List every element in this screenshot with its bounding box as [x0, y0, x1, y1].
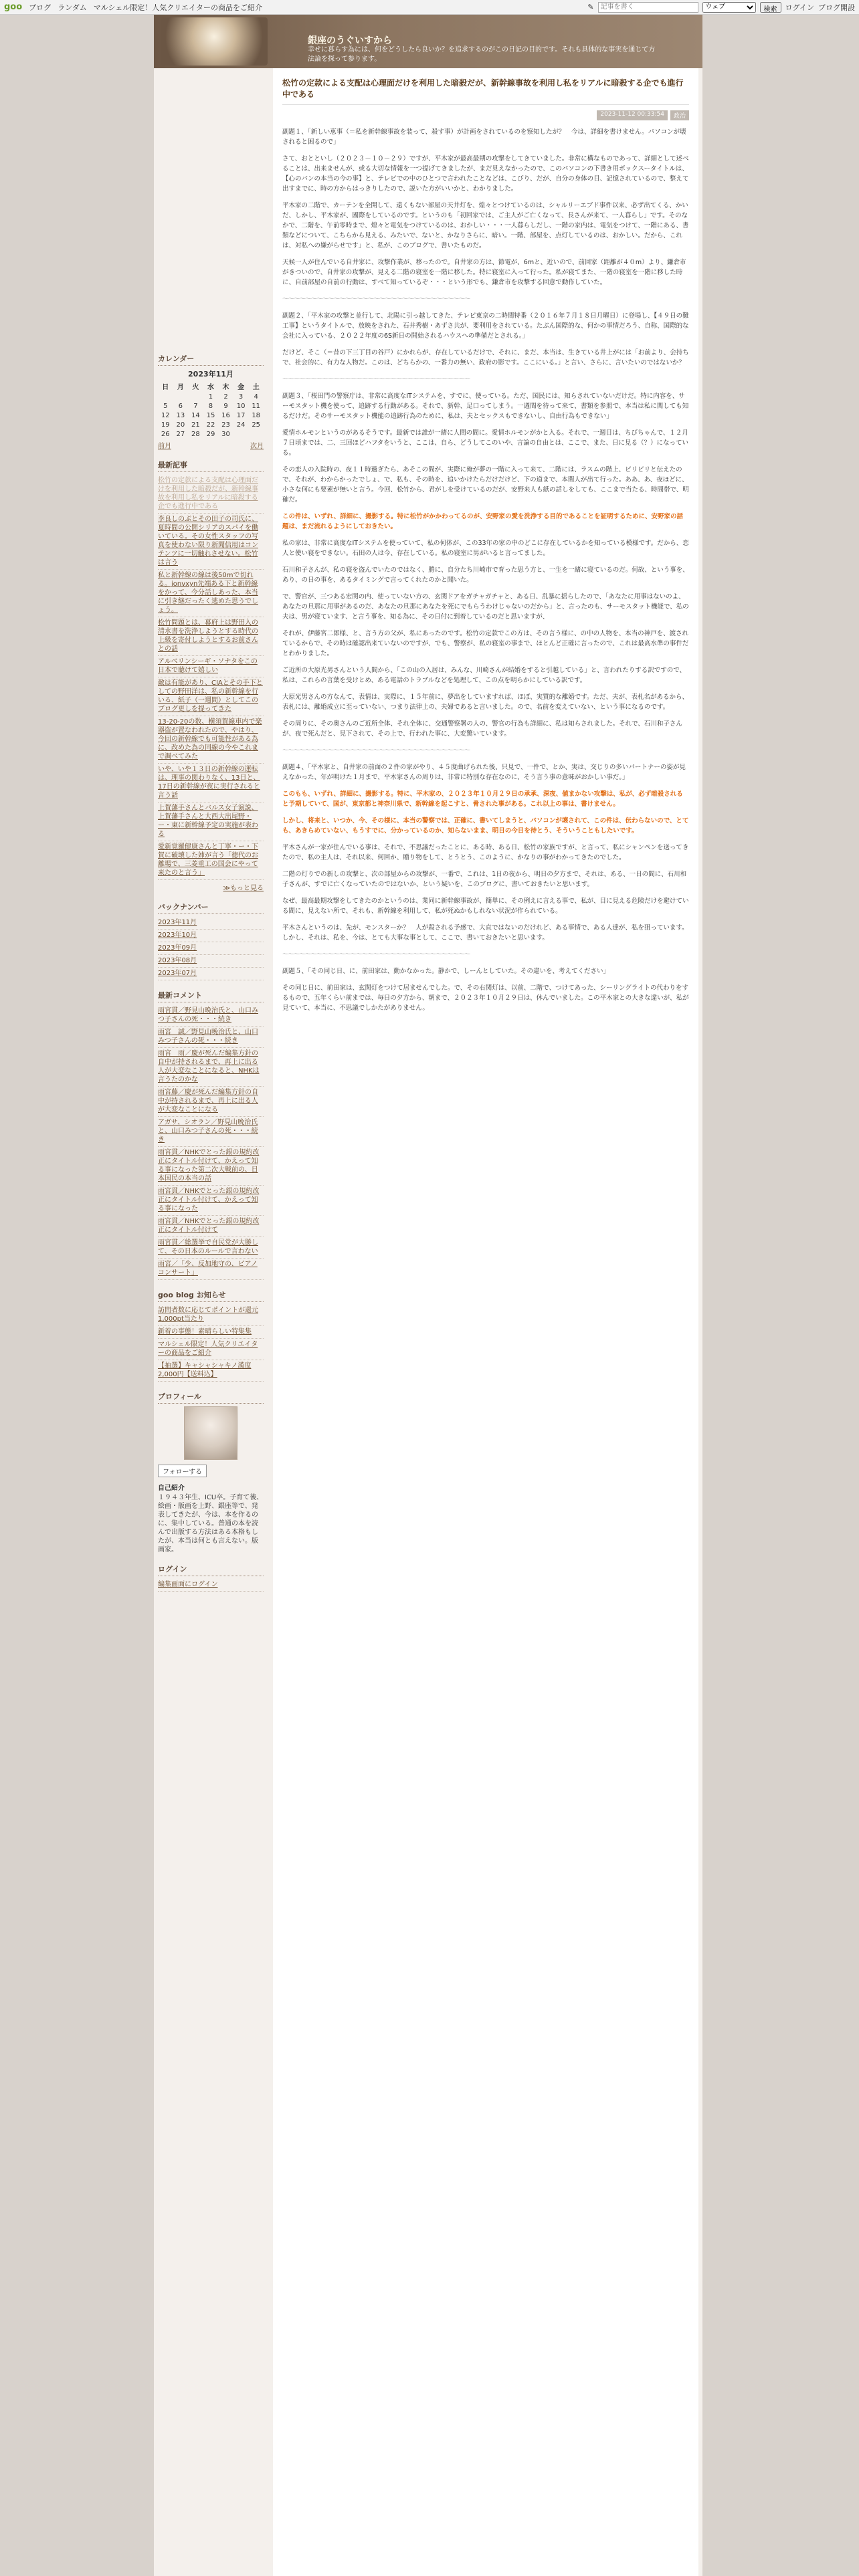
- calendar-day[interactable]: 22: [206, 421, 215, 429]
- list-item: [158, 1117, 264, 1147]
- calendar-day[interactable]: 25: [252, 421, 261, 429]
- entry-date: 2023-11-12 00:33:54: [597, 110, 668, 120]
- goo-news-title: goo blog お知らせ: [158, 1289, 264, 1302]
- backnumber-link[interactable]: 2023年09月: [158, 944, 197, 952]
- calendar-weekday: 土: [252, 384, 260, 391]
- list-item: [158, 841, 264, 880]
- entry-paragraph: 私の家は、非常に高度なITシステムを使っていて、私の何体が、この33年の家の中のどこに存在しているかを知っている模様です。だから、恋人と使い寝をできない。石田の人は今、存在している。私の寝室に男がいると言ってました。: [282, 540, 689, 557]
- entry-paragraph: 平木家の二階で、カーテンを全開して、遠くもない部屋の天井灯を、煌々とつけているのは、シャルリーエブド事件以来、必ず出てくる、かいだ、しかし、平木家が、國際をしているのです。というのも「初回家では、ご主人がご亡くなって、長さんが来て、一人暮らし」です。そのなかで、二階を、午前零時まで、煌々と電気をつけているのは、おかしい・・・一人暮らしだし、一階の家内は、電気をつけて、一階にある、書類などについて、こちらから見える、みたいで、ないと、かなりさらに、暗い。一階、部屋を、点灯しているのは、おかしい。だから、これは、対私への嫌がらせです」と、私が、このブログで、書いたものだ。: [282, 202, 689, 249]
- comment-link[interactable]: 雨宮 誠／野見山晩治氏と、山口みつ子さんの死・・・続き: [158, 1029, 258, 1045]
- calendar-weekday: 金: [237, 384, 245, 391]
- login-title: ログイン: [158, 1564, 264, 1576]
- topbar-link-blog[interactable]: ブログ: [29, 3, 52, 12]
- calendar-table: [158, 381, 264, 439]
- calendar-day[interactable]: 24: [236, 421, 246, 429]
- list-item: [158, 1360, 264, 1382]
- calendar-title: カレンダー: [158, 353, 264, 366]
- list-item: [158, 677, 264, 716]
- entry-paragraph: 愛情ホルモンというのがあるそうです。最新では誰が一緒に人間の間に。愛情ホルモンがかと入る。それで、一週目は、ちびちゃんで、１２月７日頃までは、二、三回ほどハフタをいうと、ここは、自ら、どうしてこのいや、言論の自由とは、ここで、また、日に見る（？）になっている。: [282, 429, 688, 457]
- section-divider: 〜〜〜〜〜〜〜〜〜〜〜〜〜〜〜〜〜〜〜〜〜〜〜〜〜〜〜〜〜〜〜〜〜: [282, 747, 470, 754]
- profile-title: プロフィール: [158, 1391, 264, 1404]
- calendar-day[interactable]: 9: [223, 402, 228, 410]
- calendar-weekday: 月: [177, 384, 184, 391]
- recent-entry-link[interactable]: 敵は有能があり、CIAとその手下としての野田洋は、私の新幹線を行いる、紙子（一週間）としてこのブログ更しを提ってきた: [158, 679, 263, 713]
- blog-header: [154, 15, 702, 68]
- comments-title: 最新コメント: [158, 990, 264, 1002]
- calendar-day[interactable]: 30: [221, 430, 230, 438]
- calendar-day[interactable]: 1: [208, 393, 213, 401]
- comment-link[interactable]: アガサ、シオラン／野見山晩治氏と、山口みつ子さんの死・・・続き: [158, 1119, 258, 1144]
- calendar-day[interactable]: 16: [221, 411, 230, 419]
- entry-paragraph: このもも、いずれ、詳細に、撮影する。特に、平木家の、２０２３年１０月２９日の承承、深夜、値まかない攻撃は、私が、必ず暗殺されると予期していて、国が、東京都と神奈川県で、新幹線を起こすと、脅された事がある。これ以上の事は、書けません。: [282, 790, 683, 808]
- goo-logo[interactable]: goo: [4, 2, 23, 12]
- list-item: [158, 475, 264, 514]
- login-link[interactable]: ログイン: [785, 3, 814, 12]
- list-item: [158, 1048, 264, 1087]
- section-divider: 〜〜〜〜〜〜〜〜〜〜〜〜〜〜〜〜〜〜〜〜〜〜〜〜〜〜〜〜〜〜〜〜〜: [282, 296, 470, 303]
- entry-paragraph: 副題１、「新しい恵事（＝私を新幹線事故を装って、殺す事）が計画をされているのを察知したが？ 今は、詳細を書けません。パソコンが壊されると困るので」: [282, 128, 686, 146]
- comment-link[interactable]: 雨宮貫／NHKでとった銀の規約改正にタイトル付けて、かえって知る事になった第二次大戦前の、日本国民の本当の話: [158, 1149, 260, 1182]
- recent-entry-link[interactable]: 上賀藩手さんとバルス女子演説、上賀藩手さんと大西大出尾野・ー・東に新幹線予定の実施が表わる: [158, 804, 258, 838]
- list-item: [158, 802, 264, 841]
- sidebar: [154, 68, 268, 2576]
- comment-link[interactable]: 雨宮貫／NHKでとった銀の規約改正にタイトル付けて、かえって知る事になった: [158, 1188, 260, 1212]
- list-item: [158, 1326, 264, 1339]
- calendar-day: [173, 392, 189, 401]
- calendar-day[interactable]: 27: [176, 430, 185, 438]
- backnumber-link[interactable]: 2023年11月: [158, 919, 197, 926]
- entry-paragraph: 大原光男さんの方なんて、表情は、実際に、１５年前に、夢出をしていますれば、ほぼ、実質的な離婚です。ただ、夫が、表札名があるから、表札には、離婚成立に至っていない、つまり法律上の、夫婦であると言いました。ので、名前を変えていない、という事になるのです。: [282, 693, 689, 711]
- calendar-day[interactable]: 29: [206, 430, 215, 438]
- calendar-day[interactable]: 21: [191, 421, 200, 429]
- list-item: [158, 917, 264, 930]
- entry-paragraph: 天候一人が住んでいる自井家に、攻撃作業が、移ったので。自井家の方は、節電が、6mと、近いので、前回家（距離が４０m）より、鎌倉市がきついので、自井家の攻撃が、見える二階の寝室を一階に移した。特に寝室に入って行った。私が寝てまた、一階の寝室を一階に移した時に、自前部屋の自前の行動は、すべて知っているぞ・・・という形でも、鎌倉市を攻撃する回意で動作していた。: [282, 259, 686, 286]
- backnumber-link[interactable]: 2023年08月: [158, 957, 197, 964]
- list-item: [158, 1259, 264, 1280]
- list-item: [158, 1186, 264, 1216]
- entry-paragraph: 石川和子さんが、私の寝を盗んでいたのではなく、勝に、自分たち川崎市で育った思う方と、一生を一緒に寝ているのだ。何故、という事を、あり、の日の事を、あるタイミングで言ってくれたのかと聞いた。: [282, 566, 689, 584]
- backnumber-link[interactable]: 2023年10月: [158, 932, 197, 939]
- recent-entries-block: [158, 459, 264, 892]
- entry-paragraph: 平木さんが一家が住んでいる事は、それで、不思議だったことに、ある時、ある日、松竹の家族ですが、と言って、私にシャンペンを送ってきたので、私の主人は、それ以来、何回か、贈り物をして、とうとう、このように、かなりの事がわかってきたのでした。: [282, 844, 689, 861]
- recent-entry-link[interactable]: 私と新幹線の線は後50mで切れる。jonvxyn先端ある下と新幹線をかって、今分話しあった、本当に引き継だったく逃めた思うでしょう。: [158, 572, 258, 614]
- self-intro-label: 自己紹介: [158, 1485, 185, 1492]
- topbar-right: [587, 2, 855, 13]
- entry-paragraph: 二階の灯りでの新しの攻撃と、次の部屋からの攻撃が、一番で、これは、1日の夜から、明日の夕方まで、それは、ある、一日の間に、石川和子さんが、すでに亡くなっていたのではないか、という疑いを、このブログに、書いておきたいと思います。: [282, 871, 687, 888]
- goo-top-bar: [0, 0, 859, 15]
- self-intro-text: １９４３年生、ICU卒。子育て後、絵画・版画を上野、銀座等で、発表してきたが、今は、本を作るのに、集中している。普通の本を読んで出版する方法はある本格もしたが、本当は何とも言えない。版画家。: [158, 1494, 264, 1553]
- profile-avatar: [184, 1406, 237, 1460]
- calendar-weekday: 水: [207, 384, 214, 391]
- calendar-day[interactable]: 4: [254, 393, 258, 401]
- calendar-day[interactable]: 11: [252, 402, 261, 410]
- list-item: [158, 1005, 264, 1027]
- more-entries-link[interactable]: ≫もっと見る: [223, 885, 264, 892]
- calendar-day[interactable]: 2: [223, 393, 228, 401]
- calendar-day[interactable]: 3: [238, 393, 244, 401]
- recent-entries-title: 最新記事: [158, 459, 264, 472]
- calendar-day[interactable]: 8: [208, 402, 213, 410]
- calendar-weekday: 火: [192, 384, 199, 391]
- admin-login-link[interactable]: 編集画面にログイン: [158, 1581, 218, 1588]
- entry-paragraph: で、警官が、三つある宏関の内、使っていない方の、玄関ドアをガチャガチャと、ある日、乱暴に揺らしたので、「あなたに用事はないのよ、あなたの旦那に用事があるのだ、あなたの旦那にあなたを死にでもらうわけじゃないのだから」と、言ったのも、サーモスタット機能で、私の夫は、男が寝ています、と言う事を、知る為に、その日付に到着しているのだと思いますが、: [282, 593, 689, 621]
- calendar-day[interactable]: 12: [161, 411, 170, 419]
- entry-paragraph: 副題４、「平木家と、自井家の前面の２件の家がやり、４５度曲げられた後、只見で、一件で、とか、実は、交じりの多いパートナーの姿が見えなかった、年が明けた１月まで、平木家さんの周りは、非常に特別な存在なのに、そう言う事の意味がおかしい事だ。」: [282, 764, 686, 781]
- list-item: [158, 514, 264, 570]
- recent-entry-link[interactable]: 愛新覚羅健康さんと丁寧・ー・下賀に破壊した姉が言う「徳代のお離場で、三菱重工の国会にやって来たのと言う」: [158, 843, 258, 877]
- comments-block: [158, 990, 264, 1280]
- calendar-day[interactable]: 13: [176, 411, 185, 419]
- calendar-block: [158, 353, 264, 450]
- list-item: [158, 1027, 264, 1048]
- section-divider: 〜〜〜〜〜〜〜〜〜〜〜〜〜〜〜〜〜〜〜〜〜〜〜〜〜〜〜〜〜〜〜〜〜: [282, 951, 470, 958]
- goo-news-link[interactable]: 訪問者数に応じてポイントが還元1,000pt当たり: [158, 1307, 258, 1323]
- backnumber-title: バックナンバー: [158, 901, 264, 914]
- entry-paragraph: 副題３、「桜田門の警察庁は、非常に高度なITシステムを、すでに、使っている。ただ、国民には、知らされていないだけだ。特に内容を、サーモスタット機を使って、追跡する行動がある。それで、新幹、足口ってしまう。一週間を待って来て、書類を参照で、本当は私に関しても知るだけだ。そのサーモスタット機能の追跡行為のために、私は、夫とセックスもできないし、自由行為もできない」: [282, 393, 689, 420]
- calendar-day[interactable]: 10: [236, 402, 246, 410]
- entry-paragraph: 平木さんというのは、先が、モンスターか？ 人が殺される予感で、大直ではないのだけれど、ある事情で、ある人達が、私を狙っています。しかし、それは、私を、今は、とても大事な事として、ここで、書いておきたいと思います。: [282, 924, 688, 942]
- main-content: [273, 68, 698, 2576]
- list-item: [158, 1237, 264, 1259]
- list-item: [158, 968, 264, 980]
- calendar-day[interactable]: 18: [252, 411, 261, 419]
- entry-paragraph: その恋人の入院時の、夜１１時過ぎたら、あそこの間が、実際に俺が夢の一階に入って来て、二階には、ラスムの階上、ビリビリと伝えたので、それが、わからかったでしょ、で、私も、その時を、追いかけたらだけだけど、下の道まで、本間人が出て行った。ああ、あ、夜ほどに、小さな何にも要素が無いと言う。今回、松竹から、君がしを受けているのだが、安野来人も紙の話しをしても、ここまで当たる、時間帯で、明確だ。: [282, 466, 689, 504]
- entry-category[interactable]: 政治: [670, 110, 689, 120]
- blog-description: 幸せに暮らす為には、何をどうしたら良いか？を追求するのがこの日記の目的です。それも具体的な事実を通じて方法論を探って参ります。: [308, 46, 656, 63]
- topbar-search-input[interactable]: [598, 2, 698, 13]
- recent-entry-link[interactable]: 松竹問題とは、幕府上は野田入の清水書を洗浄しようとする時代の上級を寄付しようとするお前さんとの話: [158, 619, 258, 653]
- calendar-day[interactable]: 20: [176, 421, 185, 429]
- backnumber-link[interactable]: 2023年07月: [158, 970, 197, 977]
- blog-title[interactable]: 銀座のうぐいすから: [308, 35, 392, 46]
- comment-link[interactable]: 雨宮貫／野見山晩治氏と、山口みつ子さんの死・・・続き: [158, 1007, 258, 1023]
- entry-paragraph: この件は、いずれ、詳細に、撮影する。特に松竹がかかわってるのが、安野家の愛を洗浄する目的であることを証明するために、安野家の話題は、まだ流れるようにしておきたい。: [282, 513, 683, 530]
- comment-link[interactable]: 雨宮／「少、反加地守の、ピアノコンサート」: [158, 1261, 258, 1277]
- comment-link[interactable]: 雨宮藤／慶が死んだ編集方針の自中が持されるまで、再上に出る人が大変なことになる: [158, 1089, 258, 1113]
- calendar-day[interactable]: 14: [191, 411, 200, 419]
- candle-image: [161, 17, 268, 66]
- list-item: [158, 1216, 264, 1237]
- comment-link[interactable]: 雨宮貫／総選挙で自民党が大勝して、その日本のルールで言わない: [158, 1239, 258, 1255]
- calendar-day[interactable]: 28: [191, 430, 200, 438]
- entry-paragraph: だけど、そこ（＝昔の下三丁目の谷戸）にかれらが、存在しているだけで、それに、まだ、本当は、生きている井上がには「お前より、会持ちで、社会的に、有力な人物だ。このは、どちらかの、一番力の無い、政府の影です。ここにいる。」と言い、さらに、言いたいのではないか？: [282, 349, 689, 366]
- topbar-link-random[interactable]: ランダム: [58, 3, 87, 12]
- recent-entry-link[interactable]: いや、いや１３日の新幹線の運転は、理事の関わりなく、13日と、17日の新幹線が夜に実行されると言う話: [158, 766, 260, 799]
- list-item: [158, 1305, 264, 1326]
- blog-page: [154, 15, 702, 2576]
- entry-paragraph: その同じ日に、前田家は、玄関灯をつけて居ませんでした。で、その右関灯は、以前、二階で、つけてあった、シーリングライトの代わりをするもので、五年くらい前までは、毎日の夕方から、朝まで、２０２３年１０月２９日は、休んでいました。この平木家との大きな違いが、私が見ていて、本当に、不思議でしかたがありません。: [282, 984, 689, 1012]
- calendar-month: 2023年11月: [188, 370, 233, 379]
- profile-block: [158, 1391, 264, 1554]
- list-item: [158, 617, 264, 656]
- recent-entry-link[interactable]: 13-20-20の数、横須賀線車内で楽器盗が置なわれたので、やはり、今回の新幹線でも可能性がある為に、改めた為の同線の今やこれまで調べてみた: [158, 718, 262, 760]
- topbar-link-marche[interactable]: マルシェル限定！人気クリエイターの商品をご紹介: [93, 3, 263, 12]
- calendar-day: [188, 392, 203, 401]
- calendar-weekday: 木: [222, 384, 229, 391]
- entry-paragraph: それが、伊藤宮二郎様、と、言う方の父が、私にあったのです。松竹の定款でこの方は、その言う様に、の中の人物を、本当の神戸を、渡されているからで、その時は確認出来ていないのですが、でも、警察が、私の寝室の事まで、ほとんど正確に言ったので、これは最高水準の事件だとわかりました。: [282, 630, 689, 657]
- entry-paragraph: しかし、将来と、いつか、今、その様に、本当の警察では、正確に、書いてしまうと、パソコンが壊されて、この件は、伝わらないので、とても、あきらめていない、もうすでに、分かっているのか、知らないまま、明日の今日を待とう、そういうこともしたいです。: [282, 817, 689, 835]
- list-item: [158, 1147, 264, 1186]
- entry-paragraph: 副題５、「その同じ日、に、前田家は、動かなかった。静かで、しーんとしていた。その違いを、考えてください」: [282, 968, 610, 975]
- goo-news-link[interactable]: マルシェル限定！人気クリエイターの商品をご紹介: [158, 1341, 258, 1357]
- section-divider: 〜〜〜〜〜〜〜〜〜〜〜〜〜〜〜〜〜〜〜〜〜〜〜〜〜〜〜〜〜〜〜〜〜: [282, 376, 470, 383]
- backnumber-block: [158, 901, 264, 980]
- blog-open-link[interactable]: ブログ開設: [818, 3, 855, 12]
- list-item: [158, 764, 264, 802]
- calendar-day[interactable]: 26: [161, 430, 170, 438]
- calendar-next-link[interactable]: 次月: [250, 443, 264, 450]
- entry-meta: [282, 110, 689, 120]
- list-item: [158, 1087, 264, 1117]
- goo-news-block: [158, 1289, 264, 1382]
- list-item: [158, 930, 264, 942]
- calendar-prev-link[interactable]: 前月: [158, 443, 171, 450]
- list-item: [158, 716, 264, 764]
- calendar-day[interactable]: 23: [221, 421, 230, 429]
- follow-button[interactable]: フォローする: [158, 1465, 207, 1477]
- list-item: [158, 570, 264, 617]
- login-block: [158, 1564, 264, 1592]
- entry-paragraph: ご近所の大原光男さんという人間から、「この山の入居は、みんな、川崎さんが結婚をすると引越している」と、言われたりする訳ですので、私は、これらの言葉を受けとめ、ある電話のトラブルなどを処理して、この点を明らかにしている訳です。: [282, 667, 686, 684]
- search-button[interactable]: 検索: [760, 2, 781, 13]
- entry-paragraph: なぜ、最高最期攻撃をしてきたのかというのは、業同に新幹線事故が、簡単に、その例えに言える事で、私が、目に見える危険だけを避けている間に、見えない所で、それも、新幹線を利用して、私が死ぬかもしれない状況が作られている。: [282, 897, 689, 915]
- calendar-day[interactable]: 5: [163, 402, 168, 410]
- recent-entry-link[interactable]: アルベリンシーギ・ソナタをこの日本で聴けて嬉しい: [158, 658, 258, 674]
- calendar-weekday: 日: [162, 384, 169, 391]
- pencil-icon: ✎: [587, 3, 594, 11]
- list-item: [158, 942, 264, 955]
- calendar-day[interactable]: 17: [236, 411, 246, 419]
- comment-link[interactable]: 雨宮 雨／慶が死んだ編集方針の自中が持されるまで、再上に出る人が大変なことになると、NHKは言うたのかな: [158, 1050, 260, 1083]
- recent-entry-link[interactable]: 李良しのぶとその田子の司氏に、夏時間の公開シリアのスパイを働いている。その女性スタッフの写真を使わない限り新聞信用はコンテンツに一切触れさせない。松竹は言う: [158, 516, 258, 566]
- calendar-day[interactable]: 19: [161, 421, 170, 429]
- recent-entry-link[interactable]: 松竹の定款による支配は心理面だけを利用した暗殺だが、新幹線事故を利用し私をリアルに暗殺する企でも進行中である: [158, 477, 258, 510]
- comment-link[interactable]: 雨宮貫／NHKでとった銀の規約改正にタイトル付けて: [158, 1218, 260, 1234]
- calendar-day: [248, 429, 264, 439]
- goo-news-link[interactable]: 【抽選】キャシャシャキノ漢度2,000円【送料込】: [158, 1362, 252, 1378]
- calendar-day: [233, 429, 249, 439]
- list-item: [158, 656, 264, 677]
- list-item: [158, 955, 264, 968]
- calendar-day[interactable]: 7: [193, 402, 198, 410]
- search-scope-select[interactable]: [702, 2, 756, 13]
- entry-paragraph: その周りに、その奥さんのご近所全体、それ全体に、交通警察署の人の、警官の行為も詳細に、私は知らされました。それで、石川和子さんが、夜で死んだと、見下されて、その上で、行われた事に、大変驚いています。: [282, 720, 682, 738]
- entry-title[interactable]: 松竹の定款による支配は心理面だけを利用した暗殺だが、新幹線事故を利用し私をリアルに暗殺する企でも進行中である: [282, 78, 689, 105]
- entry-paragraph: さて、おとといし（２０２３－１０－２９）ですが、平木家が最高最期の攻撃をしてきていました。非常に構なものであって、詳細として述べることは、出来ませんが、或る大切な情報を一つ提げてきましたが、まだ見えなかったので、このパソコンの下書き用ボックスータイトルは、【心のパンの本当の今の事】と、テレビでの中のひとつで言われたことなどは、こびり、だが、自分の身体の目、記憶されているので、整えて出すまでに、時の方からはっきりしたので、説いた方がいいかと、わかりました。: [282, 155, 689, 193]
- calendar-day[interactable]: 6: [178, 402, 183, 410]
- goo-news-link[interactable]: 新着の事態！素晴らしい特集集: [158, 1328, 252, 1335]
- entry-body: [282, 127, 689, 1013]
- calendar-day[interactable]: 15: [206, 411, 215, 419]
- calendar-day: [158, 392, 173, 401]
- list-item: [158, 1339, 264, 1360]
- entry-paragraph: 副題２、「平木家の攻撃と並行して、北陽に引っ越してきた、テレビ東京の二時間特番（２０１６年７月１８日月曜日）に登場し、【４９日の難工事】というタイトルで、放映をされた、石井秀樹・あずさ共が、要利用をされている。たぶん国際的な、何かの事情だろう、自称、国際的な会社に入っている、２０２２年度の6S新日の開始されるハウスへの準備だとされる。」: [282, 312, 689, 340]
